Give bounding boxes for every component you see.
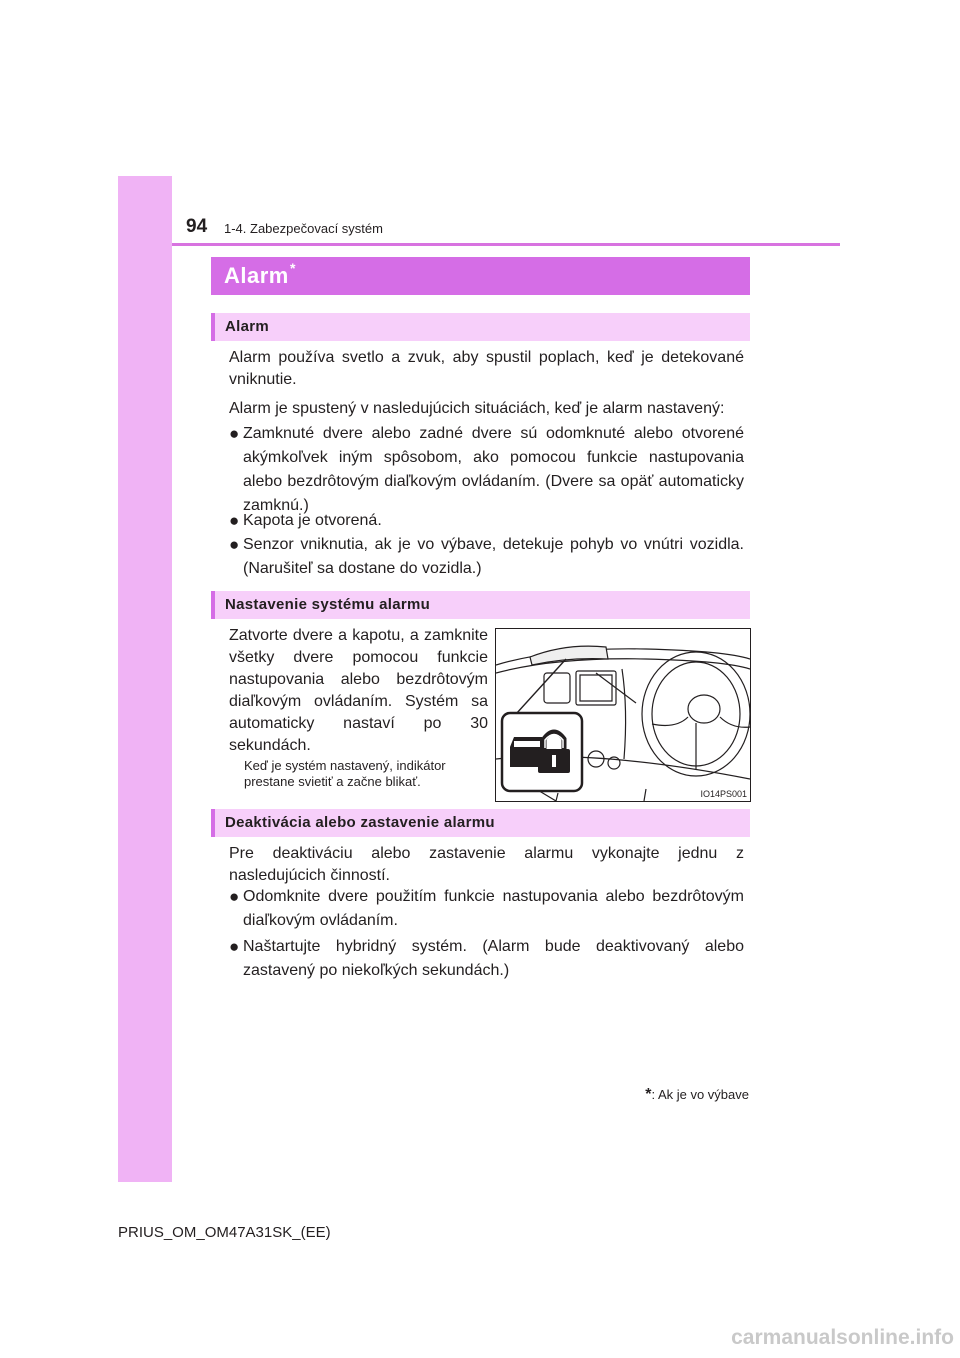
list-item: ● Odomknite dvere použitím funkcie nastupovania alebo bezdrôtovým diaľkovým ovládaním. [229, 887, 744, 929]
bullet-icon: ● [229, 535, 240, 554]
dashboard-illustration [496, 629, 750, 801]
chapter-title: 1-4. Zabezpečovací systém [224, 221, 383, 236]
header-rule [172, 243, 840, 246]
watermark: carmanualsonline.info [731, 1326, 954, 1349]
dashboard-figure [495, 628, 751, 802]
figure-code: IO14PS001 [700, 789, 747, 799]
bullet-icon: ● [229, 937, 240, 956]
section-heading-text: Alarm [225, 318, 270, 335]
title-asterisk: * [290, 260, 296, 276]
section-heading-setting [211, 591, 750, 619]
list-item: ● Senzor vniknutia, ak je vo výbave, detekuje pohyb vo vnútri vozidla. (Narušiteľ sa dostane do vozidla.) [229, 535, 744, 577]
footnote-text: : Ak je vo výbave [651, 1087, 749, 1102]
alarm-paragraph-2: Alarm je spustený v nasledujúcich situáciách, keď je alarm nastavený: [229, 400, 725, 417]
list-item: ● Naštartujte hybridný systém. (Alarm bude deaktivovaný alebo zastavený po niekoľkých sekundách.) [229, 937, 744, 979]
bullet-icon: ● [229, 511, 240, 530]
section-heading-text: Deaktivácia alebo zastavenie alarmu [225, 814, 495, 831]
footnote-asterisk: * [645, 1086, 652, 1103]
section-heading-text: Nastavenie systému alarmu [225, 596, 431, 613]
page-title: Alarm [224, 263, 289, 288]
setting-paragraph: Zatvorte dvere a kapotu, a zamknite všetky dvere pomocou funkcie nastupovania alebo bezdrôtovým diaľkovým ovládaním. Systém sa automaticky nastaví po 30 sekundách. [229, 627, 488, 754]
page-number: 94 [186, 216, 208, 237]
document-code: PRIUS_OM_OM47A31SK_(EE) [118, 1224, 331, 1241]
section-heading-deactivation [211, 809, 750, 837]
footnote [645, 1086, 749, 1104]
alarm-paragraph-1: Alarm používa svetlo a zvuk, aby spustil poplach, keď je detekované vniknutie. [229, 349, 744, 388]
bullet-icon: ● [229, 887, 240, 906]
setting-note: Keď je systém nastavený, indikátor prestane svietiť a začne blikať. [244, 758, 446, 789]
page-title-bar [211, 257, 750, 295]
list-item: ● Kapota je otvorená. [229, 509, 744, 533]
bullet-icon: ● [229, 424, 240, 443]
car-lock-icon [510, 732, 570, 773]
side-tab-bar [118, 176, 172, 1182]
deactivation-paragraph: Pre deaktiváciu alebo zastavenie alarmu vykonajte jednu z nasledujúcich činností. [229, 845, 744, 884]
section-heading-alarm [211, 313, 750, 341]
list-item: ● Zamknuté dvere alebo zadné dvere sú odomknuté alebo otvorené akýmkoľvek iným spôsobom, ako pomocou funkcie nastupovania alebo bezdrôtovým diaľkovým ovládaním. (Dvere sa opäť automaticky zamknú.) [229, 424, 744, 514]
